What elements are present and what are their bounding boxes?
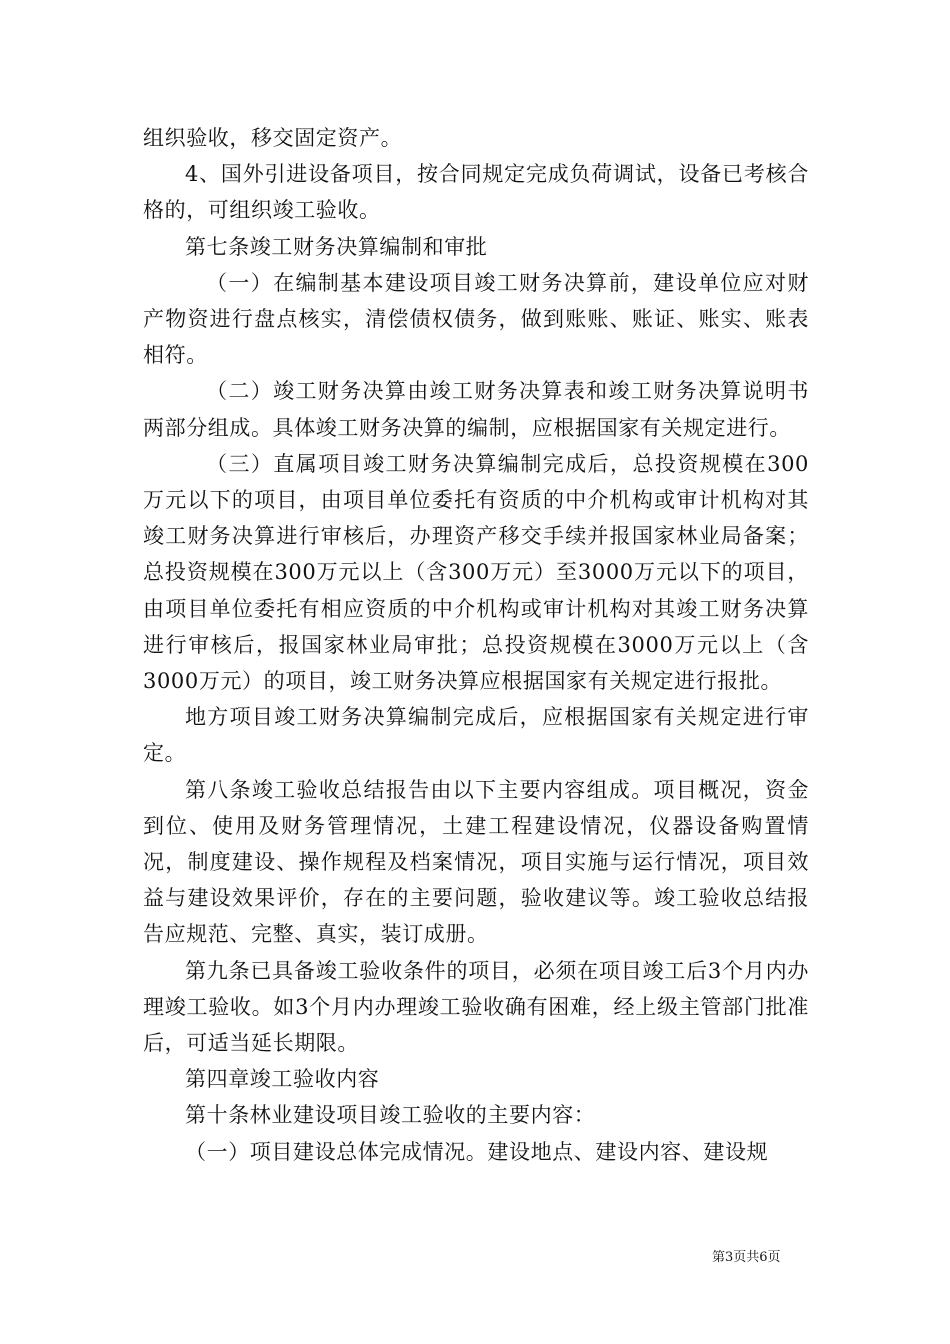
paragraph-clause-1: （一）在编制基本建设项目竣工财务决算前，建设单位应对财产物资进行盘点核实，清偿债权债务，做到账账、账证、账实、账表相符。 (143, 270, 809, 368)
article-7-heading: 第七条竣工财务决算编制和审批 (185, 234, 488, 259)
document-body (143, 120, 809, 1170)
paragraph-clause-2: （二）竣工财务决算由竣工财务决算表和竣工财务决算说明书两部分组成。具体竣工财务决算的编制，应根据国家有关规定进行。 (143, 379, 809, 440)
chapter-4-heading: 第四章竣工验收内容 (185, 1067, 380, 1092)
paragraph-item-4: 4、国外引进设备项目，按合同规定完成负荷调试，设备已考核合格的，可组织竣工验收。 (143, 162, 809, 223)
paragraph-clause-1-overall: （一）项目建设总体完成情况。建设地点、建设内容、建设规 (185, 1139, 769, 1164)
paragraph-local-projects: 地方项目竣工财务决算编制完成后，应根据国家有关规定进行审定。 (143, 705, 809, 766)
article-9-paragraph: 第九条已具备竣工验收条件的项目，必须在项目竣工后3个月内办理竣工验收。如3个月内办理竣工验收确有困难，经上级主管部门批准后，可适当延长期限。 (143, 958, 809, 1056)
article-10-heading: 第十条林业建设项目竣工验收的主要内容： (185, 1103, 596, 1128)
article-8-paragraph: 第八条竣工验收总结报告由以下主要内容组成。项目概况，资金到位、使用及财务管理情况，土建工程建设情况，仪器设备购置情况，制度建设、操作规程及档案情况，项目实施与运行情况，项目效益与建设效果评价，存在的主要问题，验收建议等。竣工验收总结报告应规范、完整、真实，装订成册。 (143, 777, 809, 947)
page-number-footer: 第3页共6页 (712, 1250, 781, 1265)
paragraph-continuation: 组织验收，移交固定资产。 (143, 126, 403, 150)
paragraph-clause-3: （三）直属项目竣工财务决算编制完成后，总投资规模在300万元以下的项目，由项目单位委托有资质的中介机构或审计机构对其竣工财务决算进行审核后，办理资产移交手续并报国家林业局备案；总投资规模在300万元以上（含300万元）至3000万元以下的项目，由项目单位委托有相应资质的中介机构或审计机构对其竣工财务决算进行审核后，报国家林业局审批；总投资规模在3000万元以上（含3000万元）的项目，竣工财务决算应根据国家有关规定进行报批。 (143, 451, 809, 694)
